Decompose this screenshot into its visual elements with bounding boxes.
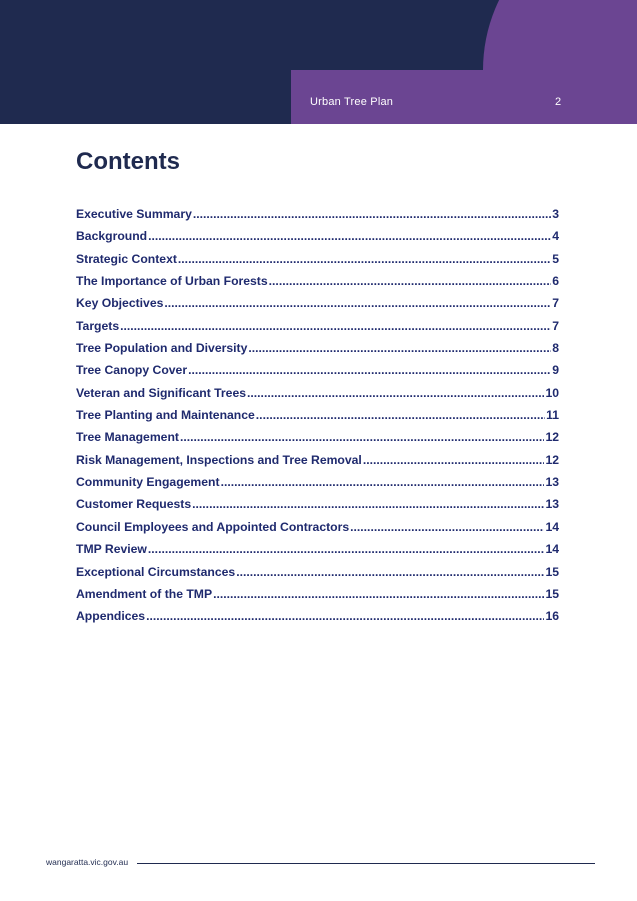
toc-dot-leader xyxy=(188,363,551,377)
toc-entry[interactable] xyxy=(76,565,559,587)
toc-entry[interactable] xyxy=(76,430,559,452)
toc-entry-page: 8 xyxy=(552,341,559,356)
toc-entry[interactable] xyxy=(76,408,559,430)
toc-entry-page: 9 xyxy=(552,363,559,378)
toc-entry-page: 6 xyxy=(552,274,559,289)
toc-entry-page: 16 xyxy=(545,609,559,624)
toc-entry[interactable] xyxy=(76,274,559,296)
toc-entry-page: 12 xyxy=(545,452,559,467)
toc-entry-title: TMP Review xyxy=(76,542,147,557)
toc-entry-title: Tree Canopy Cover xyxy=(76,363,188,378)
toc-entry[interactable] xyxy=(76,296,559,318)
toc-entry-title: The Importance of Urban Forests xyxy=(76,274,268,289)
toc-entry-title: Appendices xyxy=(76,609,146,624)
toc-entry-page: 14 xyxy=(545,542,559,557)
toc-entry[interactable] xyxy=(76,341,559,363)
toc-entry-page: 3 xyxy=(552,207,559,221)
toc-entry[interactable] xyxy=(76,319,559,341)
toc-entry-title: Background xyxy=(76,229,148,244)
toc-dot-leader xyxy=(192,497,544,511)
toc-entry[interactable] xyxy=(76,609,559,631)
toc-dot-leader xyxy=(236,565,544,579)
toc-entry[interactable] xyxy=(76,207,559,229)
toc-entry-title: Key Objectives xyxy=(76,296,164,311)
toc-dot-leader xyxy=(193,207,551,221)
footer-divider xyxy=(137,863,595,864)
footer-website[interactable]: wangaratta.vic.gov.au xyxy=(46,857,129,867)
toc-dot-leader xyxy=(148,229,551,243)
toc-dot-leader xyxy=(178,252,551,266)
toc-entry-page: 7 xyxy=(552,296,559,311)
toc-entry[interactable] xyxy=(76,587,559,609)
toc-entry-title: Targets xyxy=(76,318,120,333)
table-of-contents xyxy=(76,207,559,632)
toc-entry[interactable] xyxy=(76,520,559,542)
toc-entry-title: Veteran and Significant Trees xyxy=(76,385,247,400)
toc-entry-page: 12 xyxy=(545,430,559,445)
contents-heading: Contents xyxy=(76,148,180,175)
toc-entry-title: Executive Summary xyxy=(76,207,192,221)
toc-entry[interactable] xyxy=(76,252,559,274)
toc-entry-page: 13 xyxy=(545,497,559,512)
toc-dot-leader xyxy=(120,319,551,333)
toc-entry[interactable] xyxy=(76,453,559,475)
page-header xyxy=(0,0,637,124)
toc-dot-leader xyxy=(350,520,544,534)
toc-entry-page: 14 xyxy=(545,519,559,534)
toc-dot-leader xyxy=(180,430,544,444)
toc-dot-leader xyxy=(221,475,545,489)
toc-dot-leader xyxy=(256,408,545,422)
toc-entry-title: Council Employees and Appointed Contractors xyxy=(76,519,350,534)
toc-entry-page: 13 xyxy=(545,475,559,490)
toc-dot-leader xyxy=(148,542,545,556)
toc-entry-page: 10 xyxy=(545,385,559,400)
toc-entry-title: Customer Requests xyxy=(76,497,192,512)
toc-dot-leader xyxy=(146,609,544,623)
toc-entry-page: 7 xyxy=(552,318,559,333)
toc-entry[interactable] xyxy=(76,475,559,497)
toc-entry[interactable] xyxy=(76,229,559,251)
toc-entry-title: Exceptional Circumstances xyxy=(76,564,236,579)
toc-entry-page: 11 xyxy=(546,408,559,423)
toc-entry-title: Community Engagement xyxy=(76,475,220,490)
toc-dot-leader xyxy=(248,341,551,355)
toc-entry-page: 4 xyxy=(552,229,559,244)
toc-entry-title: Risk Management, Inspections and Tree Removal xyxy=(76,452,362,467)
toc-entry[interactable] xyxy=(76,386,559,408)
toc-entry[interactable] xyxy=(76,363,559,385)
toc-dot-leader xyxy=(363,453,545,467)
page-number: 2 xyxy=(555,96,562,108)
toc-entry-title: Strategic Context xyxy=(76,251,177,266)
document-title: Urban Tree Plan xyxy=(310,96,394,108)
toc-entry-title: Amendment of the TMP xyxy=(76,586,213,601)
toc-dot-leader xyxy=(269,274,552,288)
toc-entry[interactable] xyxy=(76,542,559,564)
toc-entry-title: Tree Population and Diversity xyxy=(76,341,248,356)
toc-entry-page: 15 xyxy=(545,564,559,579)
toc-dot-leader xyxy=(213,587,544,601)
toc-entry[interactable] xyxy=(76,497,559,519)
toc-entry-page: 15 xyxy=(545,586,559,601)
toc-entry-page: 5 xyxy=(552,251,559,266)
toc-dot-leader xyxy=(247,386,544,400)
toc-entry-title: Tree Management xyxy=(76,430,179,445)
toc-dot-leader xyxy=(164,296,551,310)
toc-entry-title: Tree Planting and Maintenance xyxy=(76,408,255,423)
